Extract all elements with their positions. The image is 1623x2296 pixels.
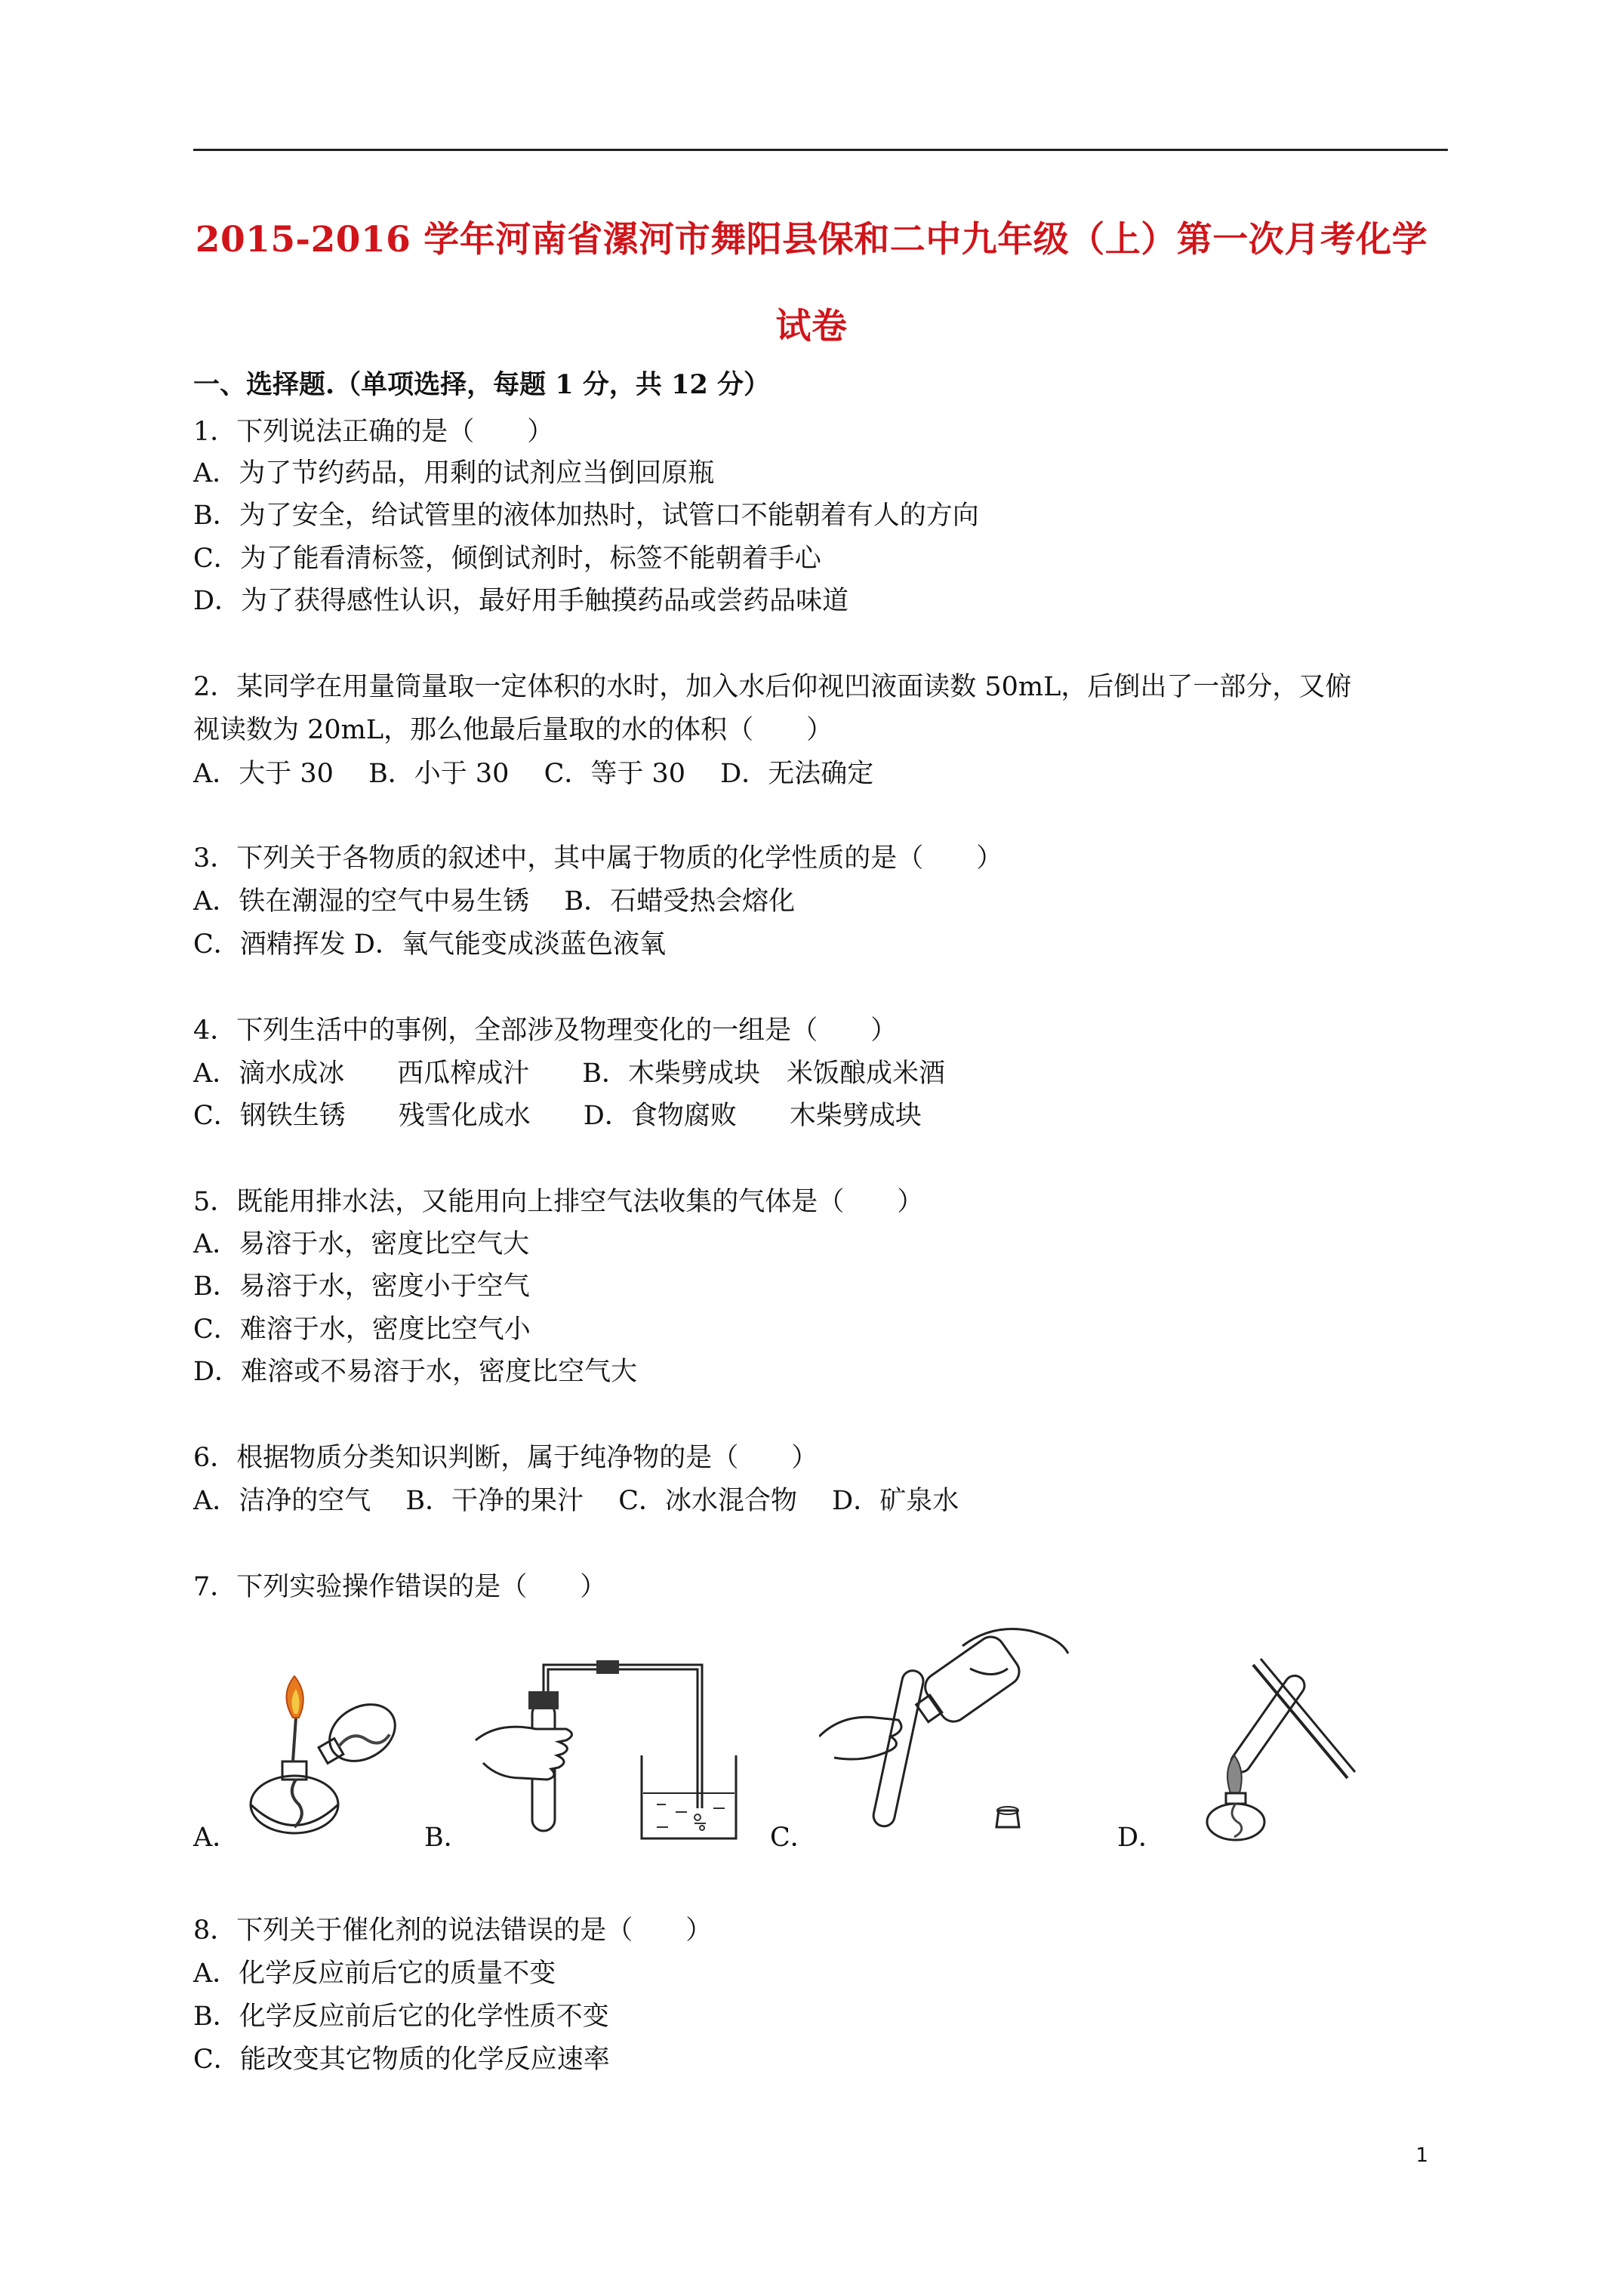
question-5-stem: 5．既能用排水法，又能用向上排空气法收集的气体是（ ） bbox=[193, 1187, 924, 1217]
question-5-option-c: C．难溶于水，密度比空气小 bbox=[193, 1314, 531, 1345]
question-6-options: A．洁净的空气 B．干净的果汁 C．冰水混合物 D．矿泉水 bbox=[193, 1486, 959, 1516]
question-4-options-row1: A．滴水成冰 西瓜榨成汁 B．木柴劈成块 米饭酿成米酒 bbox=[193, 1059, 945, 1089]
figure-b-label: B． bbox=[424, 1823, 470, 1853]
question-4-stem: 4．下列生活中的事例，全部涉及物理变化的一组是（ ） bbox=[193, 1015, 898, 1046]
figure-d-label: D． bbox=[1117, 1823, 1166, 1853]
question-8-stem: 8．下列关于催化剂的说法错误的是（ ） bbox=[193, 1915, 713, 1946]
question-7-stem: 7．下列实验操作错误的是（ ） bbox=[193, 1572, 607, 1602]
question-1-option-d: D．为了获得感性认识，最好用手触摸药品或尝药品味道 bbox=[193, 586, 849, 616]
airtightness-check-icon bbox=[468, 1650, 740, 1846]
question-4-options-row2: C．钢铁生锈 残雪化成水 D．食物腐败 木柴劈成块 bbox=[193, 1101, 922, 1131]
question-8-option-b: B．化学反应前后它的化学性质不变 bbox=[193, 2002, 609, 2032]
question-8-option-a: A．化学反应前后它的质量不变 bbox=[193, 1959, 556, 1989]
figure-c-label: C． bbox=[770, 1823, 817, 1853]
question-2-stem-line1: 2．某同学在用量筒量取一定体积的水时，加入水后仰视凹液面读数 50mL，后倒出了一部分，又俯 bbox=[193, 672, 1352, 702]
page-number: 1 bbox=[1415, 2144, 1428, 2167]
question-2-stem-line2: 视读数为 20mL，那么他最后量取的水的体积（ ） bbox=[193, 715, 833, 745]
question-3-options-row1: A．铁在潮湿的空气中易生锈 B．石蜡受热会熔化 bbox=[193, 886, 796, 917]
question-5-option-b: B．易溶于水，密度小于空气 bbox=[193, 1271, 530, 1302]
figure-a-label: A． bbox=[193, 1823, 239, 1853]
question-8-option-c: C．能改变其它物质的化学反应速率 bbox=[193, 2045, 610, 2075]
question-6-stem: 6．根据物质分类知识判断，属于纯净物的是（ ） bbox=[193, 1443, 818, 1473]
question-1-option-c: C．为了能看清标签，倾倒试剂时，标签不能朝着手心 bbox=[193, 544, 821, 574]
question-3-options-row2: C．酒精挥发 D．氧气能变成淡蓝色液氧 bbox=[193, 929, 666, 960]
question-3-stem: 3．下列关于各物质的叙述中，其中属于物质的化学性质的是（ ） bbox=[193, 843, 1003, 874]
section-heading: 一、选择题.（单项选择，每题 1 分，共 12 分） bbox=[193, 369, 770, 400]
exam-title-line1: 2015-2016 学年河南省漯河市舞阳县保和二中九年级（上）第一次月考化学 bbox=[195, 219, 1428, 260]
question-1-stem: 1．下列说法正确的是（ ） bbox=[193, 417, 554, 447]
exam-title-line2: 试卷 bbox=[775, 306, 848, 347]
question-1-option-a: A．为了节约药品，用剩的试剂应当倒回原瓶 bbox=[193, 458, 715, 488]
header-rule bbox=[193, 149, 1448, 151]
heating-test-tube-icon bbox=[1170, 1642, 1366, 1846]
question-2-options: A．大于 30 B．小于 30 C．等于 30 D．无法确定 bbox=[193, 759, 874, 789]
question-1-option-b: B．为了安全，给试管里的液体加热时，试管口不能朝着有人的方向 bbox=[193, 501, 979, 531]
question-5-option-d: D．难溶或不易溶于水，密度比空气大 bbox=[193, 1357, 638, 1387]
alcohol-lamp-lighting-icon bbox=[234, 1672, 415, 1846]
question-5-option-a: A．易溶于水，密度比空气大 bbox=[193, 1229, 530, 1259]
pouring-liquid-icon bbox=[819, 1623, 1076, 1850]
